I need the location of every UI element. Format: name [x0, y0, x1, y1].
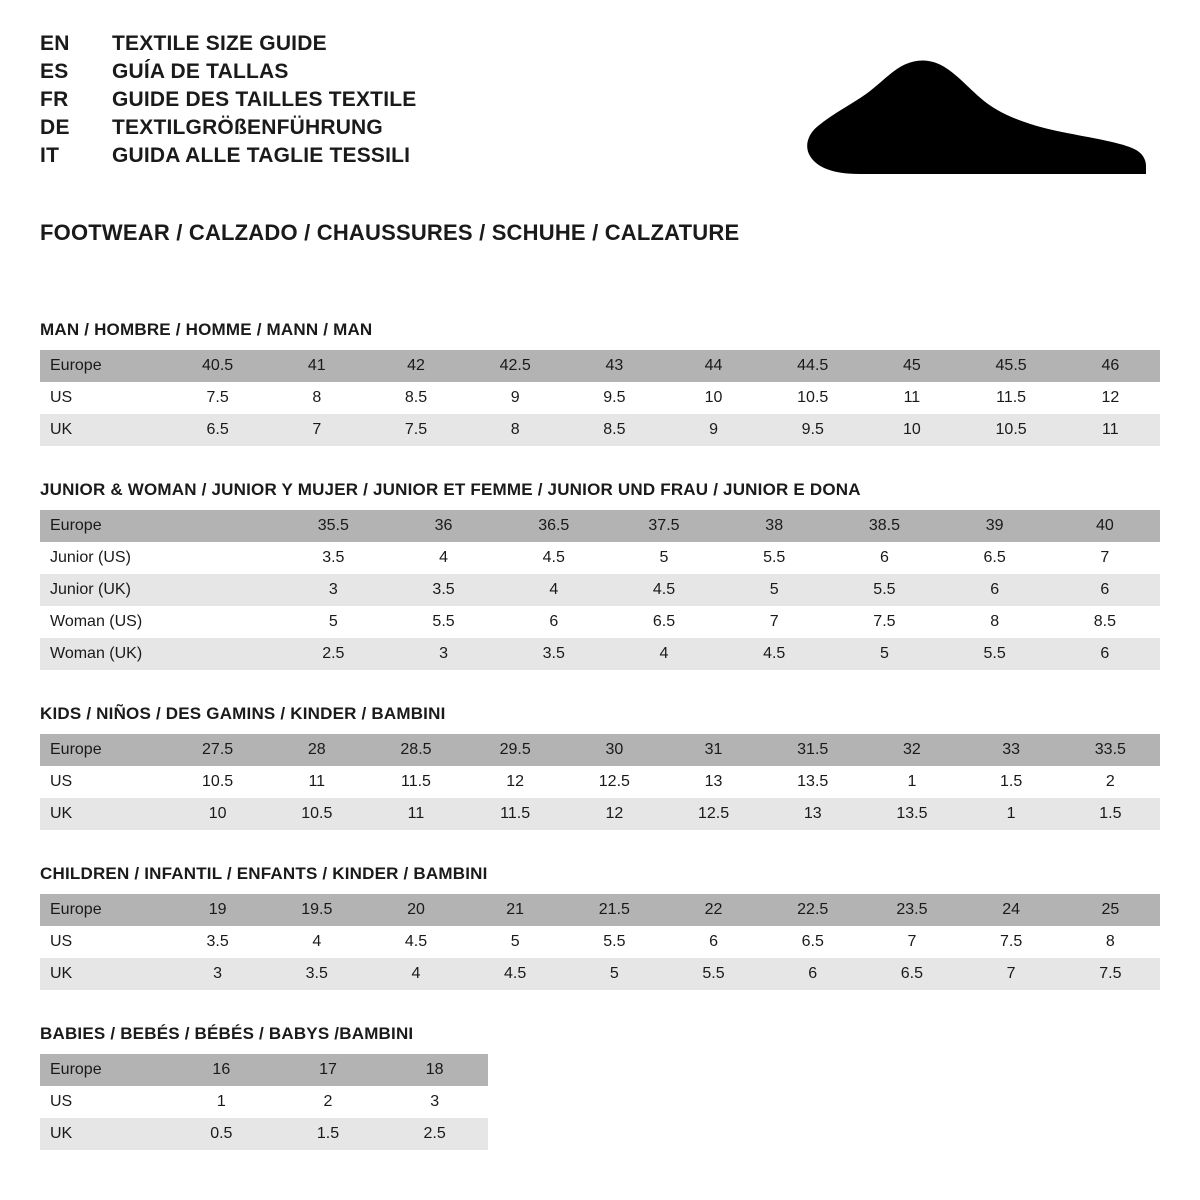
cell: 4.5	[499, 542, 609, 574]
cell: 4	[388, 542, 498, 574]
section-title: BABIES / BEBÉS / BÉBÉS / BABYS /BAMBINI	[40, 1024, 414, 1043]
cell: 6	[499, 606, 609, 638]
cell: 33	[962, 734, 1061, 766]
language-title: TEXTILGRÖßENFÜHRUNG	[112, 116, 383, 139]
cell: 5.5	[388, 606, 498, 638]
cell: 9	[466, 382, 565, 414]
cell: 33.5	[1061, 734, 1160, 766]
language-row	[40, 88, 416, 112]
cell: 2	[1061, 766, 1160, 798]
cell: 43	[565, 350, 664, 382]
cell: 10	[168, 798, 267, 830]
section-title: MAN / HOMBRE / HOMME / MANN / MAN	[40, 320, 373, 339]
cell: 7	[267, 414, 366, 446]
cell: 7.5	[829, 606, 939, 638]
cell: 4.5	[609, 574, 719, 606]
cell: 6.5	[862, 958, 961, 990]
cell: 4	[499, 574, 609, 606]
cell: 5	[719, 574, 829, 606]
cell: 10	[664, 382, 763, 414]
section-babies	[40, 1024, 1160, 1150]
cell: 32	[862, 734, 961, 766]
table-row	[40, 382, 1160, 414]
cell: 46	[1061, 350, 1160, 382]
cell: 37.5	[609, 510, 719, 542]
cell: 4	[366, 958, 465, 990]
cell: 9.5	[763, 414, 862, 446]
cell: 5	[278, 606, 388, 638]
cell: 25	[1061, 894, 1160, 926]
cell: 1	[962, 798, 1061, 830]
cell: 8	[940, 606, 1050, 638]
cell: 7	[719, 606, 829, 638]
language-code: ES	[40, 60, 69, 83]
table-row	[40, 798, 1160, 830]
cell: 10	[862, 414, 961, 446]
cell: 19	[168, 894, 267, 926]
cell: 0.5	[168, 1118, 275, 1150]
language-code: EN	[40, 32, 70, 55]
cell: 17	[275, 1054, 382, 1086]
table-row	[40, 542, 1160, 574]
cell	[168, 638, 278, 670]
cell: 3.5	[388, 574, 498, 606]
cell: 2.5	[278, 638, 388, 670]
language-title: GUIDE DES TAILLES TEXTILE	[112, 88, 417, 111]
cell: 22	[664, 894, 763, 926]
language-row	[40, 32, 416, 56]
section-junior-woman	[40, 480, 1160, 670]
language-title: GUÍA DE TALLAS	[112, 60, 289, 83]
cell: 10.5	[267, 798, 366, 830]
cell: 6	[829, 542, 939, 574]
table-row	[40, 734, 1160, 766]
cell: 35.5	[278, 510, 388, 542]
cell: 10.5	[168, 766, 267, 798]
language-title: TEXTILE SIZE GUIDE	[112, 32, 327, 55]
size-table-babies	[40, 1054, 488, 1150]
cell: 28.5	[366, 734, 465, 766]
cell: 11.5	[366, 766, 465, 798]
cell: 41	[267, 350, 366, 382]
cell: 7.5	[366, 414, 465, 446]
section-title: CHILDREN / INFANTIL / ENFANTS / KINDER / BAMBINI	[40, 864, 488, 883]
cell: 5.5	[664, 958, 763, 990]
size-table-junior-woman	[40, 510, 1160, 670]
row-label: Europe	[40, 734, 168, 766]
row-label: Junior (UK)	[40, 574, 168, 606]
table-row	[40, 766, 1160, 798]
page-header	[40, 32, 1160, 186]
cell: 11.5	[962, 382, 1061, 414]
language-title: GUIDA ALLE TAGLIE TESSILI	[112, 144, 411, 167]
table-row	[40, 958, 1160, 990]
cell: 12	[466, 766, 565, 798]
cell: 11	[1061, 414, 1160, 446]
language-row	[40, 116, 416, 140]
cell: 13.5	[862, 798, 961, 830]
table-row	[40, 894, 1160, 926]
cell: 36.5	[499, 510, 609, 542]
table-row	[40, 926, 1160, 958]
cell: 45	[862, 350, 961, 382]
cell: 5	[466, 926, 565, 958]
cell: 1.5	[275, 1118, 382, 1150]
row-label: Europe	[40, 894, 168, 926]
cell: 8	[466, 414, 565, 446]
language-code: IT	[40, 144, 60, 167]
category-title: FOOTWEAR / CALZADO / CHAUSSURES / SCHUHE / CALZATURE	[40, 220, 740, 245]
table-row	[40, 1118, 488, 1150]
cell	[168, 574, 278, 606]
cell: 4.5	[719, 638, 829, 670]
row-label: Europe	[40, 510, 168, 542]
cell: 13	[664, 766, 763, 798]
cell: 6	[1050, 574, 1160, 606]
cell: 29.5	[466, 734, 565, 766]
row-label: UK	[40, 798, 168, 830]
cell: 5.5	[829, 574, 939, 606]
row-label: US	[40, 766, 168, 798]
cell: 7.5	[962, 926, 1061, 958]
cell: 8.5	[366, 382, 465, 414]
cell: 3.5	[168, 926, 267, 958]
cell: 40.5	[168, 350, 267, 382]
row-label: UK	[40, 414, 168, 446]
cell: 6	[664, 926, 763, 958]
cell: 20	[366, 894, 465, 926]
cell: 3	[278, 574, 388, 606]
table-row	[40, 606, 1160, 638]
cell: 5	[565, 958, 664, 990]
cell: 8.5	[1050, 606, 1160, 638]
cell: 8.5	[565, 414, 664, 446]
section-man	[40, 320, 1160, 446]
cell: 3	[388, 638, 498, 670]
cell: 31	[664, 734, 763, 766]
cell: 5.5	[940, 638, 1050, 670]
section-title: KIDS / NIÑOS / DES GAMINS / KINDER / BAMBINI	[40, 704, 446, 723]
cell: 24	[962, 894, 1061, 926]
cell: 45.5	[962, 350, 1061, 382]
cell: 6.5	[940, 542, 1050, 574]
cell: 1	[862, 766, 961, 798]
table-row	[40, 414, 1160, 446]
cell: 23.5	[862, 894, 961, 926]
cell: 40	[1050, 510, 1160, 542]
language-list	[40, 32, 416, 172]
cell: 4.5	[366, 926, 465, 958]
row-label: Woman (US)	[40, 606, 168, 638]
cell	[168, 510, 278, 542]
language-code: DE	[40, 116, 70, 139]
language-code: FR	[40, 88, 69, 111]
cell: 28	[267, 734, 366, 766]
section-title: JUNIOR & WOMAN / JUNIOR Y MUJER / JUNIOR ET FEMME / JUNIOR UND FRAU / JUNIOR E DONA	[40, 480, 861, 499]
row-label: UK	[40, 1118, 168, 1150]
cell: 6	[940, 574, 1050, 606]
cell: 21.5	[565, 894, 664, 926]
row-label: US	[40, 926, 168, 958]
cell: 31.5	[763, 734, 862, 766]
cell: 3.5	[267, 958, 366, 990]
cell: 9	[664, 414, 763, 446]
cell: 39	[940, 510, 1050, 542]
cell: 13	[763, 798, 862, 830]
cell: 6.5	[168, 414, 267, 446]
cell: 18	[381, 1054, 488, 1086]
table-row	[40, 350, 1160, 382]
row-label: Woman (UK)	[40, 638, 168, 670]
dress-shoe-icon	[800, 32, 1160, 186]
cell: 7	[1050, 542, 1160, 574]
cell: 38.5	[829, 510, 939, 542]
row-label: US	[40, 382, 168, 414]
cell: 2.5	[381, 1118, 488, 1150]
row-label: Europe	[40, 1054, 168, 1086]
cell: 13.5	[763, 766, 862, 798]
table-row	[40, 510, 1160, 542]
cell: 6	[763, 958, 862, 990]
cell: 27.5	[168, 734, 267, 766]
row-label: Europe	[40, 350, 168, 382]
cell: 5	[829, 638, 939, 670]
cell: 42	[366, 350, 465, 382]
cell: 12.5	[565, 766, 664, 798]
row-label: Junior (US)	[40, 542, 168, 574]
cell: 7	[962, 958, 1061, 990]
row-label: UK	[40, 958, 168, 990]
cell: 44	[664, 350, 763, 382]
cell: 7.5	[1061, 958, 1160, 990]
cell: 4	[609, 638, 719, 670]
cell: 21	[466, 894, 565, 926]
table-row	[40, 1054, 488, 1086]
language-row	[40, 60, 416, 84]
cell: 5	[609, 542, 719, 574]
cell: 7	[862, 926, 961, 958]
cell: 3	[168, 958, 267, 990]
size-table-children	[40, 894, 1160, 990]
cell: 36	[388, 510, 498, 542]
cell: 11	[862, 382, 961, 414]
cell: 10.5	[962, 414, 1061, 446]
cell: 6.5	[763, 926, 862, 958]
cell: 6.5	[609, 606, 719, 638]
cell: 11	[366, 798, 465, 830]
cell: 1.5	[1061, 798, 1160, 830]
cell: 8	[267, 382, 366, 414]
cell: 42.5	[466, 350, 565, 382]
cell: 12.5	[664, 798, 763, 830]
cell: 3.5	[278, 542, 388, 574]
table-row	[40, 574, 1160, 606]
language-row	[40, 144, 416, 168]
cell: 5.5	[719, 542, 829, 574]
size-table-man	[40, 350, 1160, 446]
cell: 1	[168, 1086, 275, 1118]
cell	[168, 542, 278, 574]
cell: 4	[267, 926, 366, 958]
cell: 5.5	[565, 926, 664, 958]
cell: 44.5	[763, 350, 862, 382]
section-children	[40, 864, 1160, 990]
cell: 11.5	[466, 798, 565, 830]
cell: 1.5	[962, 766, 1061, 798]
cell: 19.5	[267, 894, 366, 926]
cell: 2	[275, 1086, 382, 1118]
section-kids	[40, 704, 1160, 830]
cell: 9.5	[565, 382, 664, 414]
cell: 11	[267, 766, 366, 798]
cell: 8	[1061, 926, 1160, 958]
cell: 10.5	[763, 382, 862, 414]
row-label: US	[40, 1086, 168, 1118]
cell: 16	[168, 1054, 275, 1086]
cell: 30	[565, 734, 664, 766]
cell: 3.5	[499, 638, 609, 670]
cell	[168, 606, 278, 638]
table-row	[40, 638, 1160, 670]
cell: 22.5	[763, 894, 862, 926]
cell: 3	[381, 1086, 488, 1118]
cell: 38	[719, 510, 829, 542]
size-table-kids	[40, 734, 1160, 830]
cell: 12	[565, 798, 664, 830]
table-row	[40, 1086, 488, 1118]
cell: 4.5	[466, 958, 565, 990]
cell: 7.5	[168, 382, 267, 414]
cell: 12	[1061, 382, 1160, 414]
cell: 6	[1050, 638, 1160, 670]
